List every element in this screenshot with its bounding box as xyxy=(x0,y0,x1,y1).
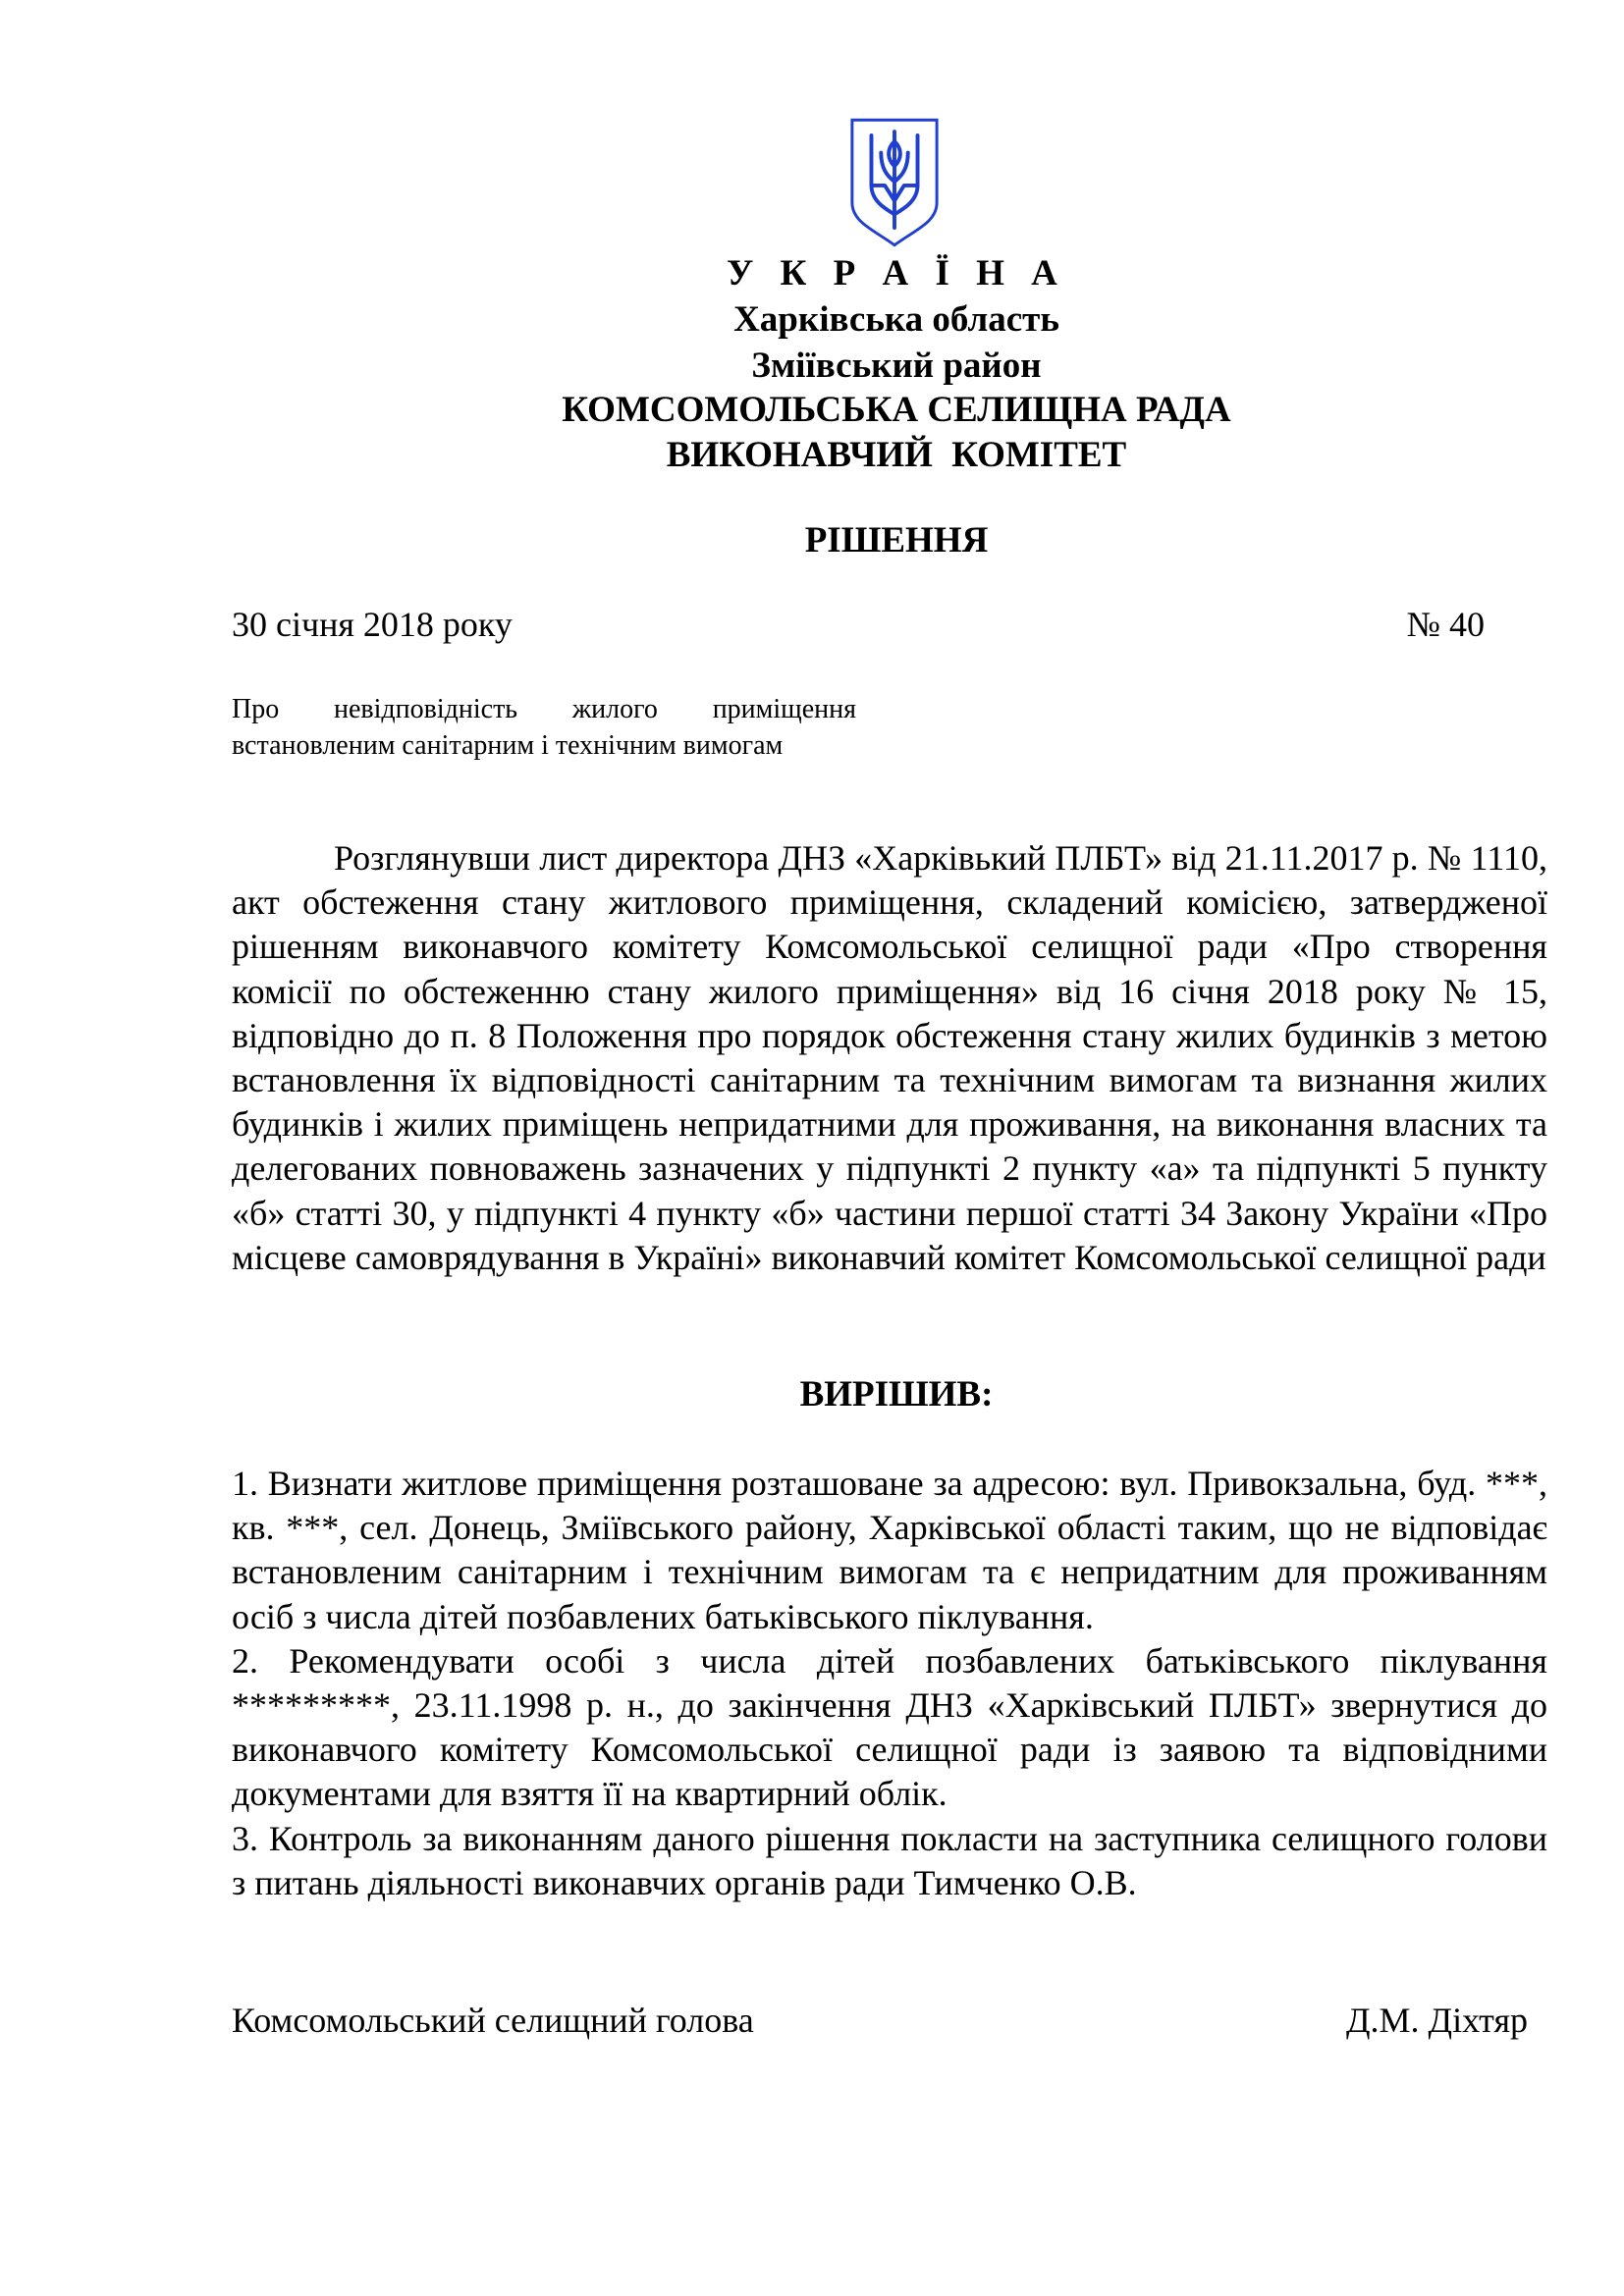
decision-date: 30 січня 2018 року xyxy=(232,605,513,644)
coat-of-arms-icon xyxy=(846,113,943,250)
decision-item-2: 2. Рекомендувати особі з числа дітей позбавлених батьківського піклування *********, 23.11.1998 р. н., до закінчення ДНЗ «Харківський ПЛБТ» звернутися до виконавчого комітету Комсомольської селищної ради із заявою та відповідними документами для взяття її на квартирний облік. xyxy=(232,1640,1547,1814)
district-heading: Зміївський район xyxy=(751,346,1042,386)
date-line xyxy=(232,603,1485,646)
committee-heading: ВИКОНАВЧИЙ КОМІТЕТ xyxy=(666,435,1127,475)
document-type-title: РІШЕННЯ xyxy=(804,520,989,561)
preamble-paragraph: Розглянувши лист директора ДНЗ «Харківький ПЛБТ» від 21.11.2017 р. № 1110, акт обстеження стану житлового приміщення, складений комісією, затвердженої рішенням виконавчого комітету Комсомольської селищної ради «Про створення комісії по обстеженню стану жилого приміщення» від 16 січня 2018 року № 15, відповідно до п. 8 Положення про порядок обстеження стану жилих будинків з метою встановлення їх відповідності санітарним та технічним вимогам та визнання жилих будинків і жилих приміщень непридатними для проживання, на виконання власних та делегованих повноважень зазначених у підпункті 2 пункту «а» та підпункті 5 пункту «б» статті 30, у підпункті 4 пункту «б» частини першої статті 34 Закону України «Про місцеве самоврядування в Україні» виконавчий комітет Комсомольської селищної ради xyxy=(232,838,1547,1277)
signatory-name: Д.М. Діхтяр xyxy=(1345,2001,1528,2040)
decision-subject: Про невідповідність жилого приміщення встановленим санітарним і технічним вимогам xyxy=(232,694,856,761)
signature-block xyxy=(232,1999,1528,2042)
decided-heading: ВИРІШИВ: xyxy=(799,1374,994,1415)
decision-item-1: 1. Визнати житлове приміщення розташоване за адресою: вул. Привокзальна, буд. ***, кв. ***, сел. Донець, Зміївського району, Харківської області таким, що не відповідає встановленим санітарним і технічним вимогам та є непридатним для проживанням осіб з числа дітей позбавлених батьківського піклування. xyxy=(232,1464,1547,1636)
decision-number: № 40 xyxy=(1406,605,1485,644)
council-heading: КОМСОМОЛЬСЬКА СЕЛИЩНА РАДА xyxy=(562,390,1231,430)
decision-item-3: 3. Контроль за виконанням даного рішення покласти на заступника селищного голови з питань діяльності виконавчих органів ради Тимченко О.В. xyxy=(232,1818,1547,1902)
signatory-title: Комсомольський селищний голова xyxy=(232,2001,754,2040)
decision-items xyxy=(232,1462,1547,1905)
region-heading: Харківська область xyxy=(733,299,1059,340)
country-heading: У К Р А Ї Н А xyxy=(727,253,1066,294)
